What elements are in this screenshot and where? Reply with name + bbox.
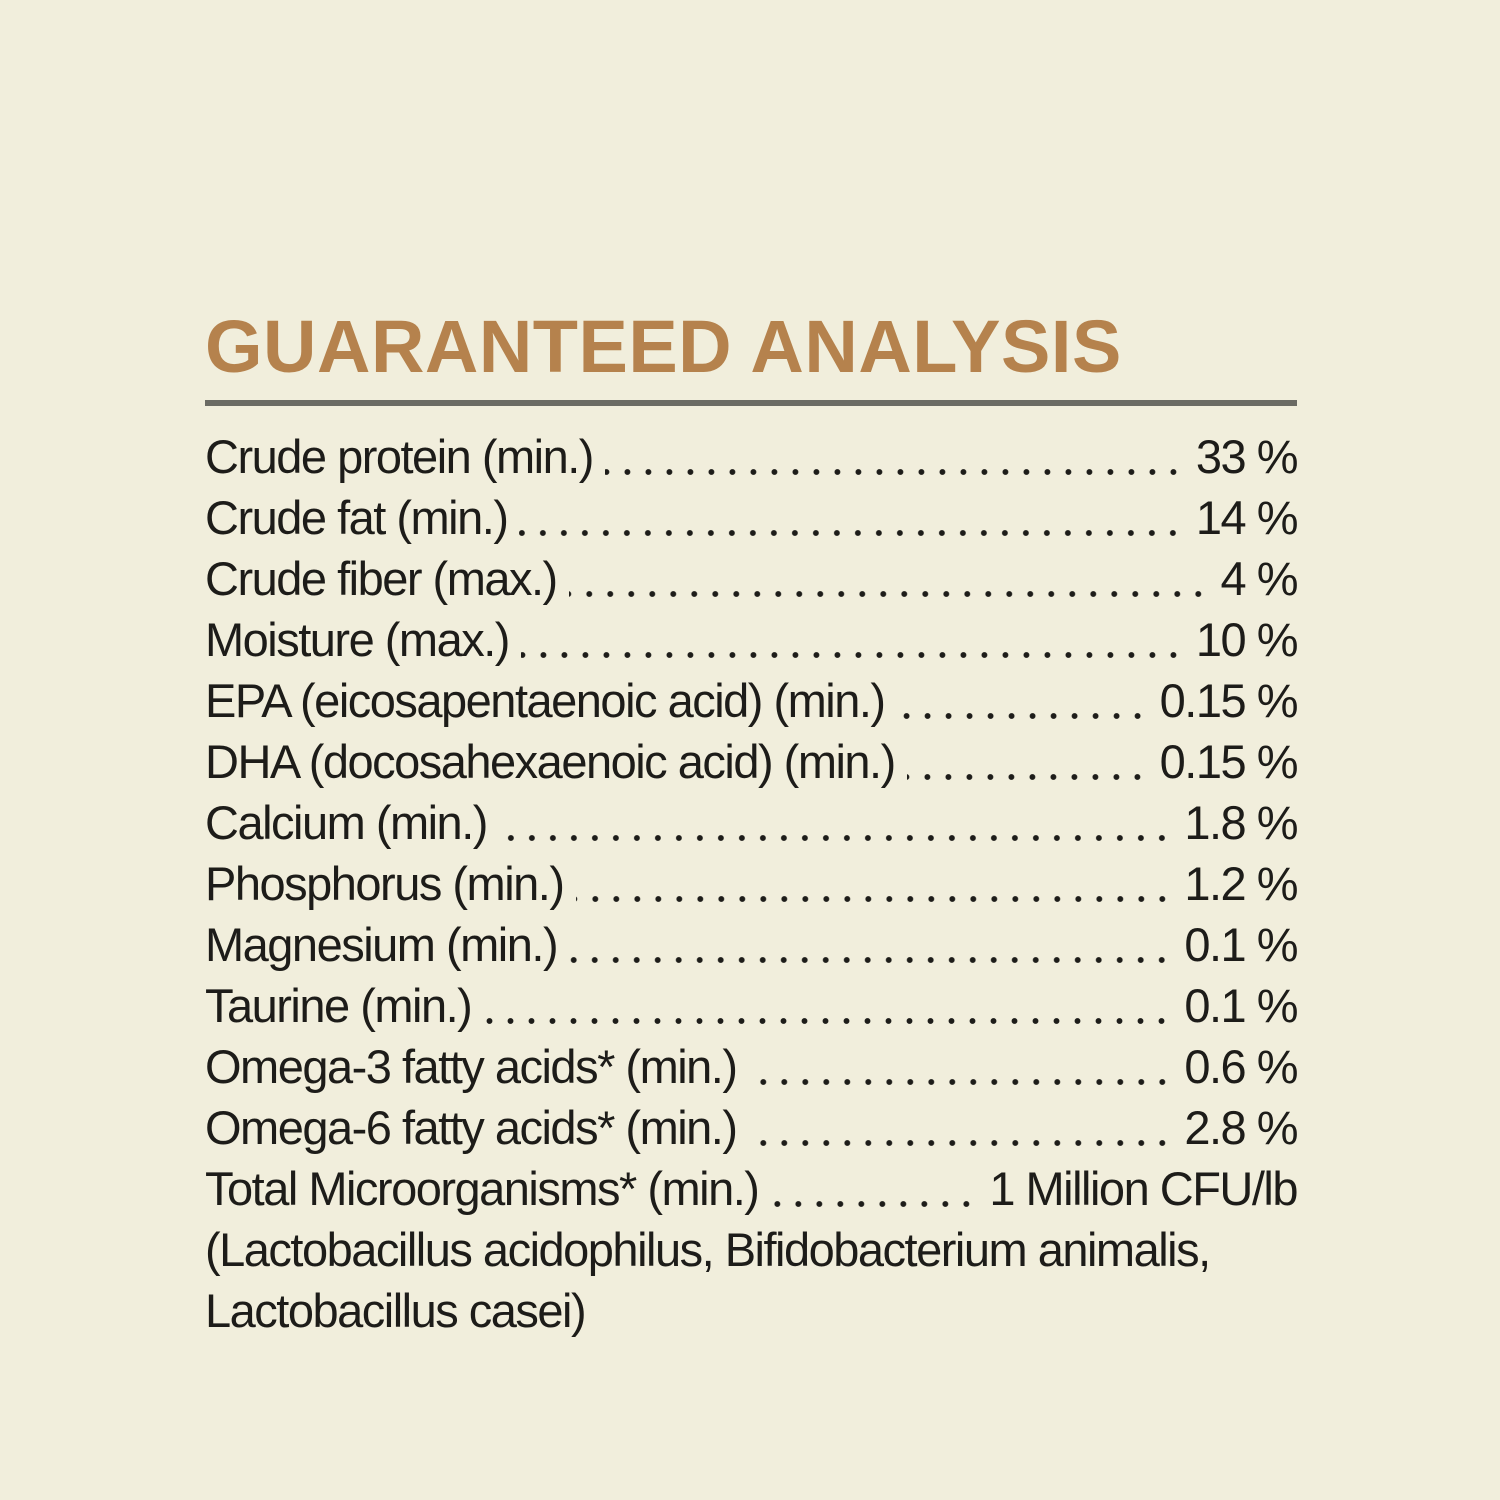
analysis-row — [205, 670, 1297, 731]
section-title: GUARANTEED ANALYSIS — [205, 305, 1122, 388]
nutrient-value: 10 % — [1195, 613, 1297, 666]
dot-leader — [749, 1097, 1175, 1158]
dot-leader — [519, 487, 1185, 548]
analysis-row — [205, 1097, 1297, 1158]
analysis-row — [205, 731, 1297, 792]
nutrient-label: Phosphorus (min.) — [205, 857, 564, 910]
analysis-row — [205, 975, 1297, 1036]
microorganism-species-note — [205, 1219, 1297, 1341]
dot-leader — [749, 1036, 1175, 1097]
nutrient-label: Omega-6 fatty acids* (min.) — [205, 1101, 737, 1154]
nutrient-label: Moisture (max.) — [205, 613, 509, 666]
nutrient-value: 1.8 % — [1184, 796, 1297, 849]
dot-leader — [576, 853, 1175, 914]
nutrient-label: Crude protein (min.) — [205, 430, 593, 483]
analysis-row — [205, 1036, 1297, 1097]
nutrient-value: 0.1 % — [1184, 918, 1297, 971]
nutrient-value: 2.8 % — [1184, 1101, 1297, 1154]
nutrient-label: DHA (docosahexaenoic acid) (min.) — [205, 735, 895, 788]
nutrient-label: Magnesium (min.) — [205, 918, 558, 971]
nutrient-value: 14 % — [1195, 491, 1297, 544]
analysis-table — [205, 426, 1297, 1219]
nutrient-label: Calcium (min.) — [205, 796, 487, 849]
dot-leader — [907, 731, 1150, 792]
nutrient-label: Total Microorganisms* (min.) — [205, 1162, 759, 1215]
analysis-row — [205, 914, 1297, 975]
dot-leader — [569, 548, 1211, 609]
nutrient-label: Taurine (min.) — [205, 979, 472, 1032]
dot-leader — [483, 975, 1174, 1036]
nutrient-label: Crude fat (min.) — [205, 491, 508, 544]
analysis-row — [205, 853, 1297, 914]
dot-leader — [897, 670, 1150, 731]
divider-rule — [205, 400, 1297, 406]
nutrient-value: 1.2 % — [1184, 857, 1297, 910]
nutrient-value: 33 % — [1195, 430, 1297, 483]
analysis-row — [205, 548, 1297, 609]
nutrient-value: 0.1 % — [1184, 979, 1297, 1032]
nutrient-label: EPA (eicosapentaenoic acid) (min.) — [205, 674, 885, 727]
nutrient-value: 1 Million CFU/lb — [989, 1162, 1297, 1215]
analysis-row — [205, 426, 1297, 487]
footnote-line: (Lactobacillus acidophilus, Bifidobacterium animalis, — [205, 1223, 1210, 1276]
analysis-row — [205, 487, 1297, 548]
analysis-row — [205, 609, 1297, 670]
nutrient-value: 4 % — [1220, 552, 1297, 605]
nutrient-value: 0.15 % — [1159, 674, 1297, 727]
dot-leader — [770, 1158, 979, 1219]
dot-leader — [605, 426, 1186, 487]
nutrient-value: 0.15 % — [1159, 735, 1297, 788]
analysis-row — [205, 792, 1297, 853]
analysis-row — [205, 1158, 1297, 1219]
dot-leader — [521, 609, 1186, 670]
dot-leader — [499, 792, 1174, 853]
dot-leader — [569, 914, 1174, 975]
footnote-line: Lactobacillus casei) — [205, 1284, 586, 1337]
nutrient-value: 0.6 % — [1184, 1040, 1297, 1093]
nutrient-label: Crude fiber (max.) — [205, 552, 557, 605]
label-content — [205, 305, 1297, 1341]
nutrient-label: Omega-3 fatty acids* (min.) — [205, 1040, 737, 1093]
